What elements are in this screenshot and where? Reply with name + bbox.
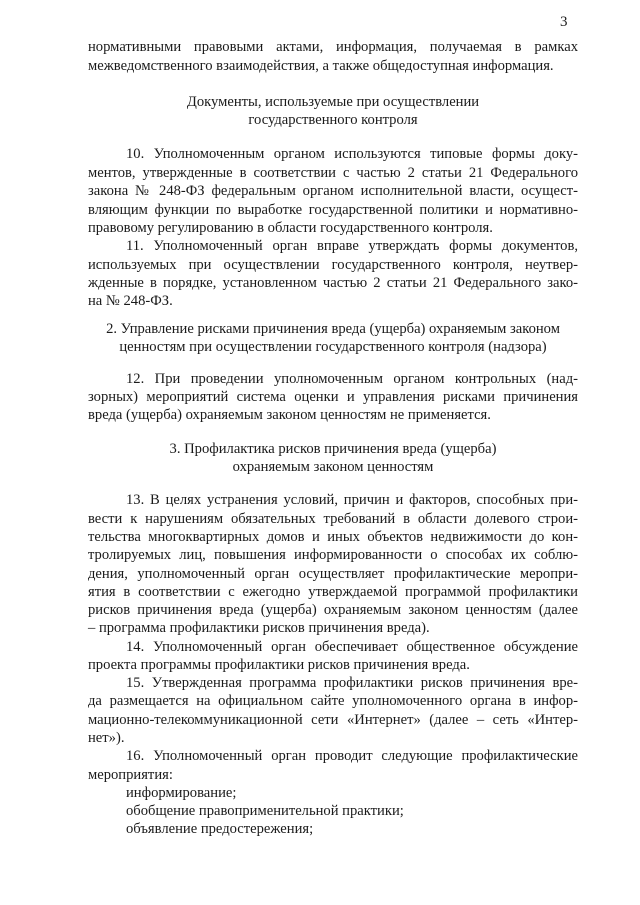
- paragraph-13-line: ятия в соответствии с ежегодно утверждаемой программой профилактики: [88, 584, 578, 600]
- paragraph-11-line: на № 248-ФЗ.: [88, 293, 173, 309]
- paragraph-16-line: 16. Уполномоченный орган проводит следующие профилактические: [126, 748, 578, 764]
- intro-line: нормативными правовыми актами, информация, получаемая в рамках: [88, 39, 578, 55]
- paragraph-13-line: дения, уполномоченный орган осуществляет профилактические меропри-: [88, 566, 578, 582]
- paragraph-10-line: закона № 248-ФЗ федеральным органом исполнительной власти, осущест-: [88, 183, 578, 199]
- paragraph-12-line: зорных) мероприятий система оценки и управления рисками причинения: [88, 389, 578, 405]
- measure-list-item: объявление предостережения;: [126, 821, 314, 837]
- section-heading-documents: Документы, используемые при осуществлении: [186, 94, 480, 110]
- measure-list-item: обобщение правоприменительной практики;: [126, 803, 404, 819]
- paragraph-13-line: вести к нарушениям обязательных требований в области долевого строи-: [88, 511, 578, 527]
- paragraph-13-line: тельства многоквартирных домов и иных объектов недвижимости до кон-: [88, 529, 578, 545]
- paragraph-15-line: нет»).: [88, 730, 125, 746]
- paragraph-11-line: 11. Уполномоченный орган вправе утверждать формы документов,: [126, 238, 578, 254]
- paragraph-14-line: проекта программы профилактики рисков причинения вреда.: [88, 657, 470, 673]
- paragraph-16-line: мероприятия:: [88, 767, 173, 783]
- paragraph-11-line: жденные в порядке, установленном частью 2 статьи 21 Федерального зако-: [88, 275, 578, 291]
- intro-line: межведомственного взаимодействия, а также общедоступная информация.: [88, 58, 554, 74]
- paragraph-13-line: – программа профилактики рисков причинения вреда).: [88, 620, 430, 636]
- section-heading-documents: государственного контроля: [248, 112, 418, 128]
- paragraph-10-line: 10. Уполномоченным органом используются типовые формы доку-: [126, 146, 578, 162]
- paragraph-15-line: да размещается на официальном сайте уполномоченного органа в инфор-: [88, 693, 578, 709]
- paragraph-13-line: рисков причинения вреда (ущерба) охраняемым законом ценностям (далее: [88, 602, 578, 618]
- paragraph-11-line: используемых при осуществлении государственного контроля, неутвер-: [88, 257, 578, 273]
- paragraph-14-line: 14. Уполномоченный орган обеспечивает общественное обсуждение: [126, 639, 578, 655]
- section-heading-3: охраняемым законом ценностям: [232, 459, 434, 475]
- paragraph-10-line: вляющим функции по выработке государственной политики и нормативно-: [88, 202, 578, 218]
- page-number: 3: [560, 14, 568, 30]
- measure-list-item: информирование;: [126, 785, 237, 801]
- section-heading-3: 3. Профилактика рисков причинения вреда (ущерба): [169, 441, 497, 457]
- paragraph-13-line: 13. В целях устранения условий, причин и факторов, способных при-: [126, 492, 578, 508]
- section-heading-2: 2. Управление рисками причинения вреда (ущерба) охраняемым законом: [106, 321, 560, 337]
- paragraph-10-line: правовому регулированию в области государственного контроля.: [88, 220, 493, 236]
- paragraph-13-line: тролируемых лиц, повышения информированности о способах их соблю-: [88, 547, 578, 563]
- paragraph-10-line: ментов, утвержденные в соответствии с частью 2 статьи 21 Федерального: [88, 165, 578, 181]
- paragraph-15-line: мационно-телекоммуникационной сети «Интернет» (далее – сеть «Интер-: [88, 712, 578, 728]
- paragraph-12-line: 12. При проведении уполномоченным органом контрольных (над-: [126, 371, 578, 387]
- paragraph-12-line: вреда (ущерба) охраняемым законом ценностям не применяется.: [88, 407, 491, 423]
- section-heading-2: ценностям при осуществлении государственного контроля (надзора): [119, 339, 547, 355]
- paragraph-15-line: 15. Утвержденная программа профилактики рисков причинения вре-: [126, 675, 578, 691]
